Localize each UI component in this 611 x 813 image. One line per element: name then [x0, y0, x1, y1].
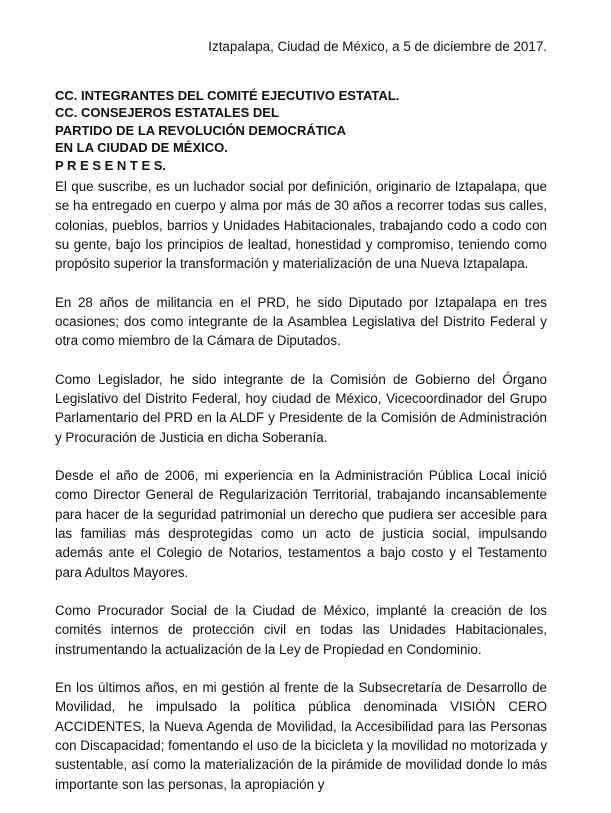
addressee-block	[55, 87, 547, 174]
letter-body	[55, 177, 547, 813]
addressee-line: CC. CONSEJEROS ESTATALES DEL	[55, 105, 279, 121]
addressee-line: CC. INTEGRANTES DEL COMITÉ EJECUTIVO ESTATAL.	[55, 88, 400, 103]
body-paragraph: Como Procurador Social de la Ciudad de México, implanté la creación de los comités internos de protección civil en todas las Unidades Habitacionales, instrumentando la actualización de la Ley de Propiedad en Condominio.	[55, 603, 547, 657]
addressee-line: PARTIDO DE LA REVOLUCIÓN DEMOCRÁTICA	[55, 122, 347, 138]
body-paragraph: Desde el año de 2006, mi experiencia en la Administración Pública Local inició como Director General de Regularización Territorial, trabajando incansablemente para hacer de la seguridad patrimonial un derecho que pudiera ser accesible para las familias más desprotegidas como un acto de justicia social, impulsando además ante el Colegio de Notarios, testamentos a bajo costo y el Testamento para Adultos Mayores.	[55, 468, 547, 580]
addressee-line: P R E S E N T E S.	[55, 157, 167, 173]
addressee-line: EN LA CIUDAD DE MÉXICO.	[55, 140, 228, 156]
body-paragraph: El que suscribe, es un luchador social por definición, originario de Iztapalapa, que se ha entregado en cuerpo y alma por más de 30 años a recorrer todas sus calles, colonias, pueblos, barrios y Unidades Habitacionales, trabajando codo a codo con su gente, bajo los principios de lealtad, honestidad y compromiso, teniendo como propósito superior la transformación y materialización de una Nueva Iztapalapa.	[55, 179, 547, 272]
body-paragraph: En los últimos años, en mi gestión al frente de la Subsecretaría de Desarrollo de Movilidad, he impulsado la política pública denominada VISIÓN CERO ACCIDENTES, la Nueva Agenda de Movilidad, la Accesibilidad para las Personas con Discapacidad; fomentando el uso de la bicicleta y la movilidad no motorizada y sustentable, así como la materialización de la pirámide de movilidad donde lo más importante son las personas, la apropiación y	[55, 680, 548, 792]
body-paragraph: En 28 años de militancia en el PRD, he sido Diputado por Iztapalapa en tres ocasiones; dos como integrante de la Asamblea Legislativa del Distrito Federal y otra como miembro de la Cámara de Diputados.	[55, 294, 547, 349]
body-paragraph: Como Legislador, he sido integrante de la Comisión de Gobierno del Órgano Legislativo del Distrito Federal, hoy ciudad de México, Vicecoordinador del Grupo Parlamentario del PRD en la ALDF y Presidente de la Comisión de Administración y Procuración de Justicia en dicha Soberanía.	[55, 371, 547, 445]
letter-page	[55, 0, 547, 797]
date-line: Iztapalapa, Ciudad de México, a 5 de diciembre de 2017.	[208, 39, 547, 54]
